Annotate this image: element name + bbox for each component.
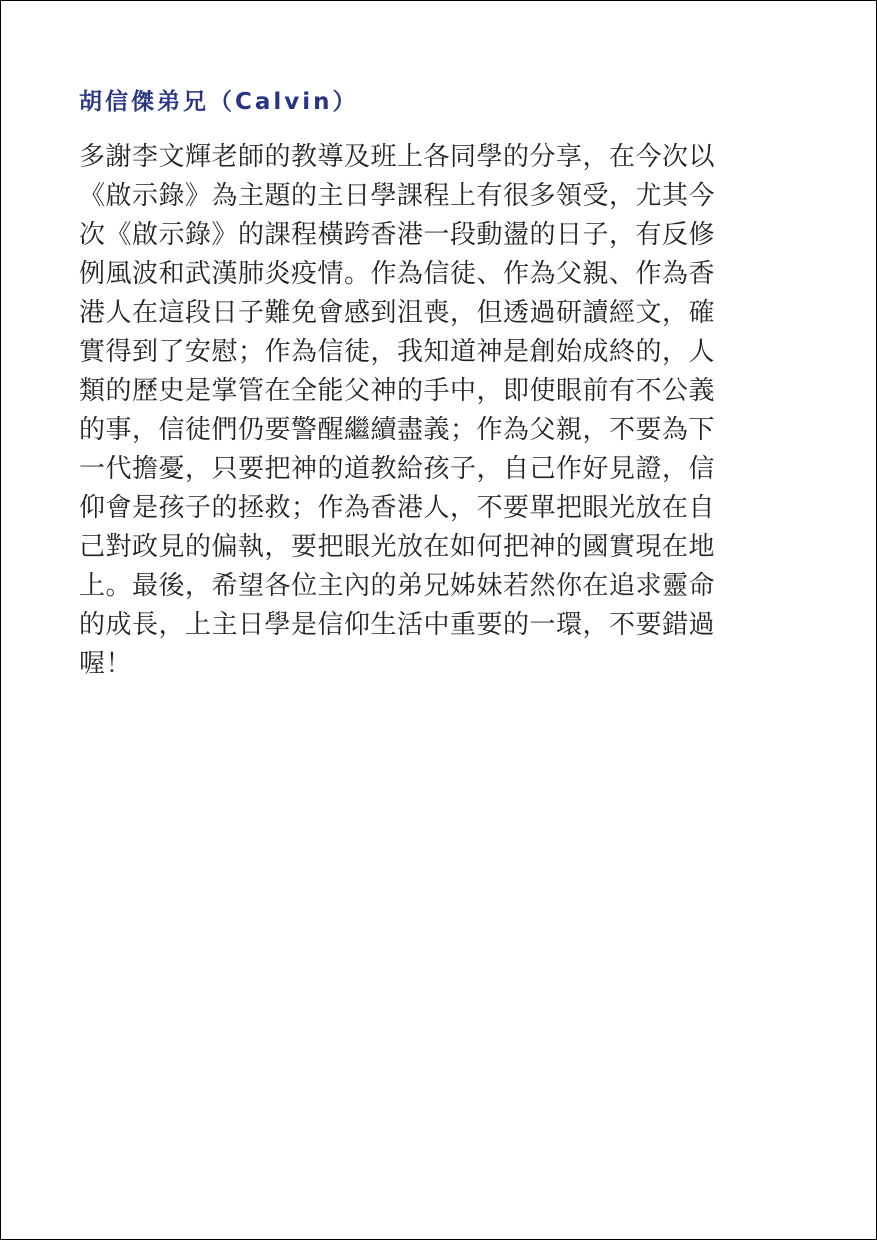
- body-line-7: 類的歷史是掌管在全能父神的手中，即使眼前有不公義: [79, 376, 716, 406]
- body-line-4: 例風波和武漢肺炎疫情。作為信徒、作為父親、作為香: [79, 259, 716, 289]
- body-line-2: 《啟示錄》為主題的主日學課程上有很多領受，尤其今: [79, 181, 716, 211]
- body-line-6: 實得到了安慰；作為信徒，我知道神是創始成終的，人: [79, 337, 716, 367]
- body-line-14: 喔！: [79, 649, 133, 679]
- body-line-13: 的成長，上主日學是信仰生活中重要的一環，不要錯過: [79, 610, 716, 640]
- body-line-11: 己對政見的偏執，要把眼光放在如何把神的國實現在地: [79, 532, 716, 562]
- testimony-heading: 胡信傑弟兄（Calvin）: [79, 89, 359, 115]
- body-line-3: 次《啟示錄》的課程橫跨香港一段動盪的日子，有反修: [79, 220, 716, 250]
- body-line-1: 多謝李文輝老師的教導及班上各同學的分享，在今次以: [79, 142, 716, 172]
- body-line-12: 上。最後，希望各位主內的弟兄姊妹若然你在追求靈命: [79, 571, 716, 601]
- body-line-8: 的事，信徒們仍要警醒繼續盡義；作為父親，不要為下: [79, 415, 716, 445]
- body-line-10: 仰會是孩子的拯救；作為香港人，不要單把眼光放在自: [79, 493, 716, 523]
- body-line-5: 港人在這段日子難免會感到沮喪，但透過研讀經文，確: [79, 298, 716, 328]
- testimony-body: [79, 138, 819, 684]
- body-line-9: 一代擔憂，只要把神的道教給孩子，自己作好見證，信: [79, 454, 716, 484]
